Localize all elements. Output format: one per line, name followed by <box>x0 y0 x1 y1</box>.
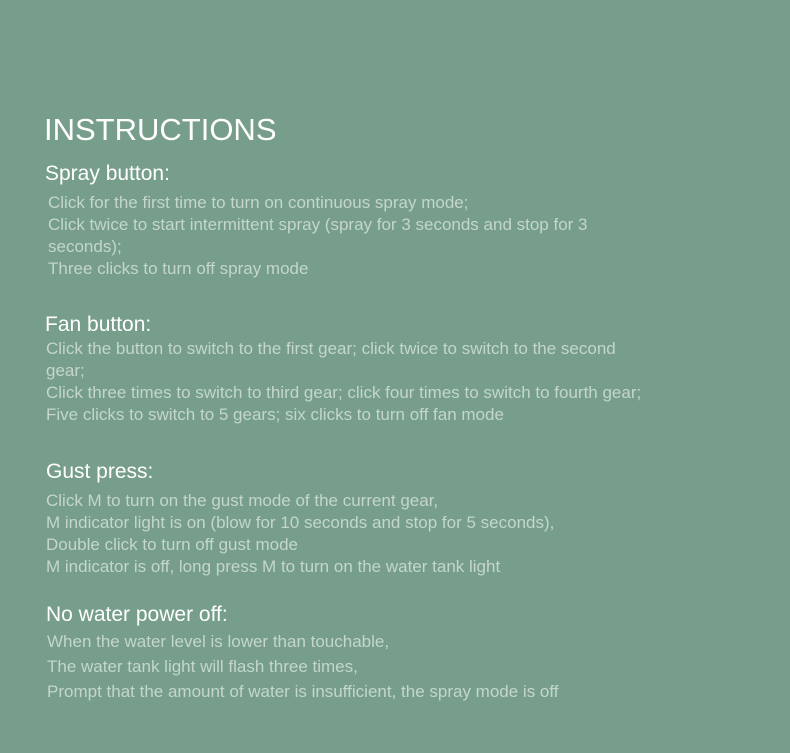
section-heading-no-water: No water power off: <box>46 603 228 626</box>
text-line: seconds); <box>48 237 122 256</box>
text-line: Prompt that the amount of water is insufficient, the spray mode is off <box>47 682 559 701</box>
text-line: The water tank light will flash three times, <box>47 657 358 676</box>
text-line: When the water level is lower than touchable, <box>47 632 390 651</box>
text-line: Click the button to switch to the first gear; click twice to switch to the second <box>46 339 616 358</box>
section-body-spray <box>48 192 588 280</box>
text-line: Click for the first time to turn on continuous spray mode; <box>48 193 469 212</box>
text-line: Click M to turn on the gust mode of the current gear, <box>46 491 439 510</box>
text-line: Double click to turn off gust mode <box>46 535 298 554</box>
section-body-fan <box>46 338 641 426</box>
text-line: gear; <box>46 361 85 380</box>
text-line: M indicator is off, long press M to turn on the water tank light <box>46 557 501 576</box>
section-heading-gust: Gust press: <box>46 460 154 483</box>
section-body-gust <box>46 490 554 578</box>
text-line: M indicator light is on (blow for 10 seconds and stop for 5 seconds), <box>46 513 555 532</box>
section-heading-fan: Fan button: <box>45 313 152 336</box>
text-line: Click three times to switch to third gear; click four times to switch to fourth gear; <box>46 383 642 402</box>
section-body-no-water <box>47 629 559 704</box>
page-title: INSTRUCTIONS <box>44 112 277 147</box>
text-line: Three clicks to turn off spray mode <box>48 259 309 278</box>
text-line: Click twice to start intermittent spray (spray for 3 seconds and stop for 3 <box>48 215 588 234</box>
section-heading-spray: Spray button: <box>45 162 170 185</box>
text-line: Five clicks to switch to 5 gears; six clicks to turn off fan mode <box>46 405 504 424</box>
